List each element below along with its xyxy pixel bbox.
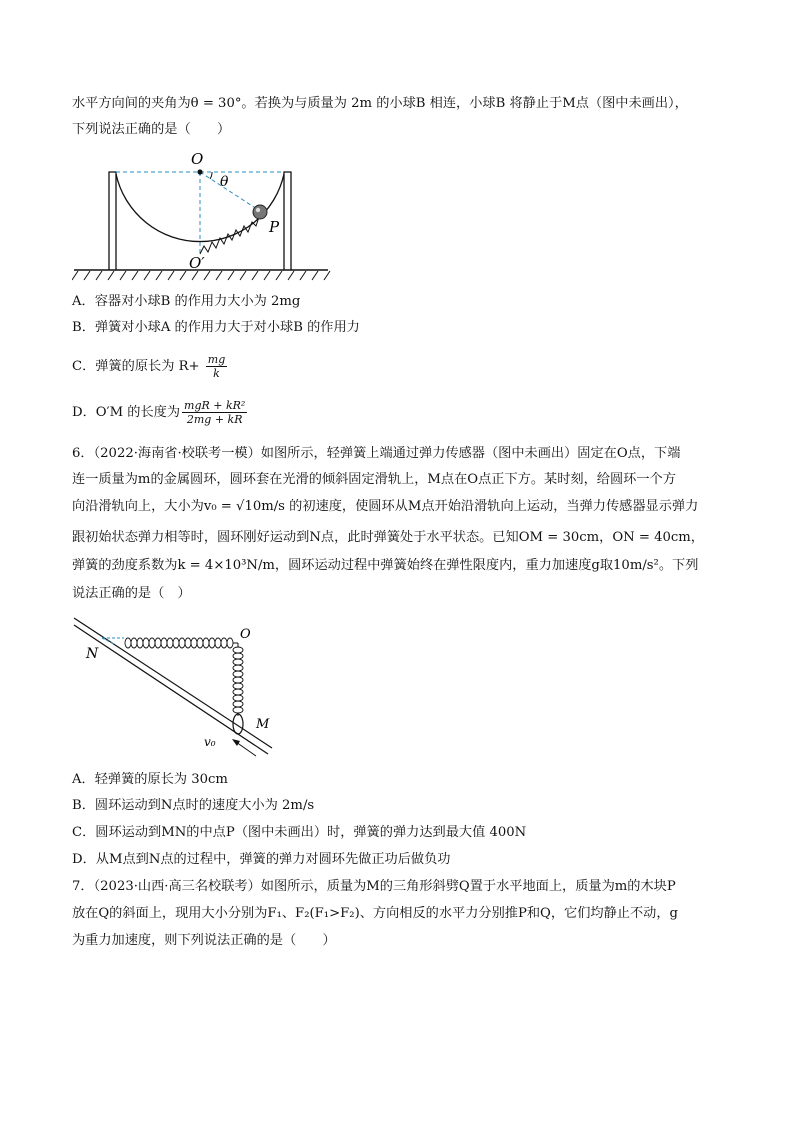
q5-option-d-den: 2mg + kR <box>186 413 243 426</box>
q6-stem-line5: 弹簧的劲度系数为k = 4×10³N/m，圆环运动过程中弹簧始终在弹性限度内，重力加速度g取10m/s²。下列 <box>72 558 699 573</box>
q6-option-c: C．圆环运动到MN的中点P（图中未画出）时，弹簧的弹力达到最大值 400N <box>72 825 527 840</box>
q5-stem-line2: 下列说法正确的是（ ） <box>72 122 231 137</box>
q7-stem-line3: 为重力加速度，则下列说法正确的是（ ） <box>72 933 336 948</box>
label-m: M <box>256 717 270 732</box>
label-o6: O <box>240 627 251 642</box>
q5-stem-line1: 水平方向间的夹角为θ = 30°。若换为与质量为 2m 的小球B 相连，小球B 将静止于M点（图中未画出）， <box>72 96 688 111</box>
label-o-prime: O′ <box>189 254 205 272</box>
dashed-radius <box>200 172 260 211</box>
q5-option-c <box>72 353 227 380</box>
q6-stem-line4: 跟初始状态弹力相等时，圆环刚好运动到N点，此时弹簧处于水平状态。已知OM = 30cm，ON = 40cm， <box>72 530 704 545</box>
q6-stem-line2: 连一质量为m的金属圆环，圆环套在光滑的倾斜固定滑轨上，M点在O点正下方。某时刻，给圆环一个方 <box>72 472 676 487</box>
horizontal-spring <box>125 638 233 648</box>
q6-stem-line3: 向沿滑轨向上，大小为v₀ = √10m/s 的初速度，使圆环从M点开始沿滑轨向上运动，当弹力传感器显示弹力 <box>72 499 699 514</box>
q5-option-d-fraction <box>182 399 247 426</box>
label-theta: θ <box>220 174 229 190</box>
label-v0: v₀ <box>204 735 216 749</box>
q5-option-c-num: mg <box>207 353 226 366</box>
q6-stem-line1: 6．（2022·海南省·校联考一模）如图所示，轻弹簧上端通过弹力传感器（图中未画出）固定在O点，下端 <box>72 446 681 461</box>
q6-option-a: A．轻弹簧的原长为 30cm <box>72 772 228 787</box>
q5-option-c-fraction <box>206 353 227 380</box>
q7-stem-line2: 放在Q的斜面上，现用大小分别为F₁、F₂(F₁>F₂)、方向相反的水平力分别推P和Q，它们均静止不动，g <box>72 906 678 921</box>
label-n: N <box>86 646 99 662</box>
theta-arc <box>210 172 212 179</box>
q5-figure-bowl <box>72 148 334 284</box>
spring <box>200 214 260 254</box>
point-o <box>197 169 202 174</box>
q5-option-c-den: k <box>213 367 220 380</box>
q6-stem-line6: 说法正确的是（ ） <box>72 586 191 601</box>
q6-figure-rail <box>72 616 282 758</box>
q5-option-b: B．弹簧对小球A 的作用力大于对小球B 的作用力 <box>72 320 360 335</box>
rail-lower <box>74 625 268 754</box>
ball-p <box>253 205 267 219</box>
q5-option-d-num: mgR + kR² <box>184 399 246 412</box>
q5-option-a: A．容器对小球B 的作用力大小为 2mg <box>72 294 301 309</box>
q6-option-b: B．圆环运动到N点时的速度大小为 2m/s <box>72 798 315 813</box>
vertical-spring <box>233 647 243 713</box>
q5-option-d <box>72 399 247 426</box>
q7-stem-line1: 7．（2023·山西·高三名校联考）如图所示，质量为M的三角形斜劈Q置于水平地面上，质量为m的木块P <box>72 879 676 894</box>
label-o: O <box>191 150 204 168</box>
label-p: P <box>269 218 280 236</box>
q5-option-d-prefix: D．O′M 的长度为 <box>72 405 181 420</box>
q6-option-d: D．从M点到N点的过程中，弹簧的弹力对圆环先做正功后做负功 <box>72 852 451 867</box>
q5-option-c-prefix: C．弹簧的原长为 R+ <box>72 359 204 374</box>
